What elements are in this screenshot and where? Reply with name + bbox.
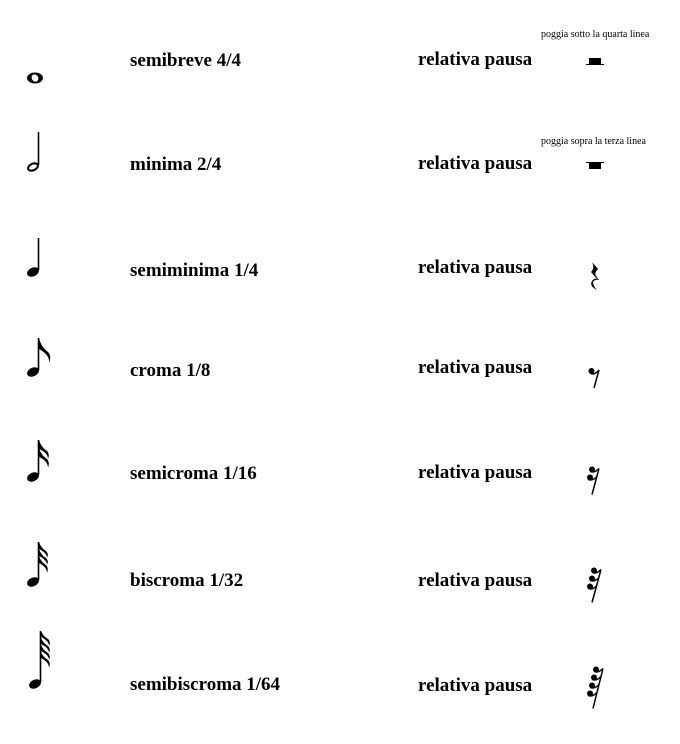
rest-label: relativa pausa [418, 49, 533, 70]
rest-label: relativa pausa [418, 153, 533, 174]
list-item [0, 200, 680, 300]
half-rest-icon [575, 145, 615, 205]
note-name: croma 1/8 [130, 360, 211, 381]
quarter-rest-icon [575, 248, 615, 308]
rest-label: relativa pausa [418, 357, 533, 378]
list-item [0, 100, 680, 200]
rest-label: relativa pausa [418, 257, 533, 278]
note-name: semibiscroma 1/64 [130, 674, 281, 695]
list-item [0, 300, 680, 400]
note-name: semiminima 1/4 [130, 260, 259, 281]
sixty-fourth-rest-icon [575, 660, 615, 720]
eighth-note-icon [18, 335, 58, 405]
rest-hint: poggia sopra la terza linea [541, 136, 646, 147]
rest-hint: poggia sotto la quarta linea [541, 29, 650, 40]
rest-label: relativa pausa [418, 570, 533, 591]
list-item [0, 0, 680, 100]
note-name: minima 2/4 [130, 154, 222, 175]
rest-label: relativa pausa [418, 462, 533, 483]
list-item [0, 600, 680, 700]
quarter-note-icon [18, 235, 58, 305]
note-name: biscroma 1/32 [130, 570, 244, 591]
note-name: semicroma 1/16 [130, 463, 257, 484]
list-item [0, 500, 680, 600]
sixty-fourth-note-icon [18, 630, 58, 700]
half-note-icon [18, 130, 58, 200]
note-name: semibreve 4/4 [130, 50, 241, 71]
whole-rest-icon [575, 40, 615, 100]
list-item [0, 400, 680, 500]
rest-label: relativa pausa [418, 675, 533, 696]
